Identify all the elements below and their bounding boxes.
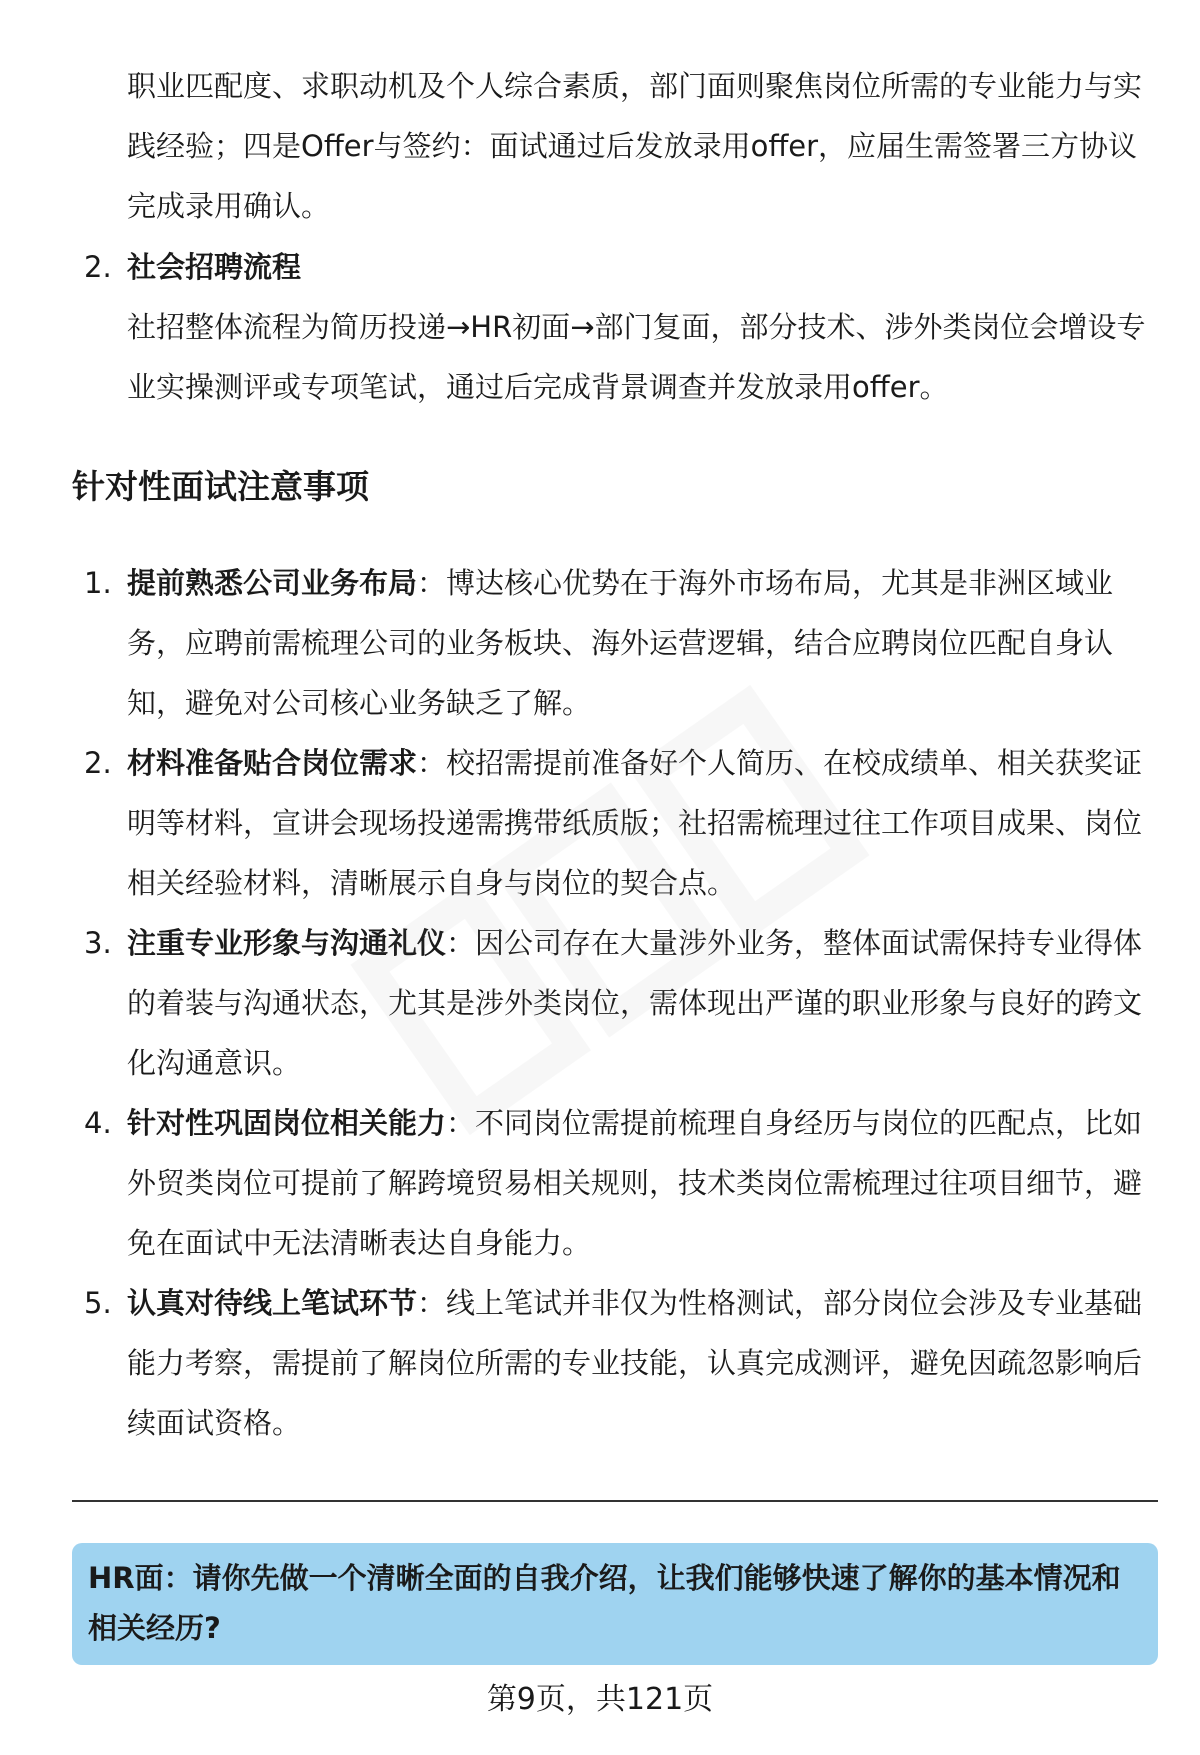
continuation-text: 职业匹配度、求职动机及个人综合素质，部门面则聚焦岗位所需的专业能力与实践经验；四是Offer与签约：面试通过后发放录用offer，应届生需签署三方协议完成录用确认。: [127, 69, 1143, 223]
list-item-body: ：因公司存在大量涉外业务，整体面试需保持专业得体的着装与沟通状态，尤其是涉外类岗位，需体现出严谨的职业形象与良好的跨文化沟通意识。: [127, 926, 1143, 1080]
hr-question-box: [72, 1543, 1158, 1665]
list-number: 4.: [84, 1106, 112, 1140]
list-item-body: ：博达核心优势在于海外市场布局，尤其是非洲区域业务，应聘前需梳理公司的业务板块、海外运营逻辑，结合应聘岗位匹配自身认知，避免对公司核心业务缺乏了解。: [127, 566, 1114, 720]
list-item: [72, 1273, 1162, 1453]
horizontal-divider: [72, 1500, 1158, 1502]
list-number: 3.: [84, 926, 112, 960]
list-item-body: ：校招需提前准备好个人简历、在校成绩单、相关获奖证明等材料，宣讲会现场投递需携带纸质版；社招需梳理过往工作项目成果、岗位相关经验材料，清晰展示自身与岗位的契合点。: [127, 746, 1143, 900]
list-item: [72, 1093, 1162, 1273]
list-item-title: 社会招聘流程: [127, 250, 302, 284]
list-number: 5.: [84, 1286, 112, 1320]
list-item: [72, 913, 1162, 1093]
page-number: 第9页，共121页: [486, 1682, 714, 1717]
list-number: 2.: [84, 746, 112, 780]
list-item-body: 社招整体流程为简历投递→HR初面→部门复面，部分技术、涉外类岗位会增设专业实操测评或专项笔试，通过后完成背景调查并发放录用offer。: [127, 310, 1146, 404]
process-item-2: [72, 237, 1162, 417]
list-item-title: 提前熟悉公司业务布局: [127, 566, 418, 600]
list-number: 1.: [84, 566, 112, 600]
list-item: [72, 733, 1162, 913]
section-heading: 针对性面试注意事项: [72, 467, 369, 506]
list-item-title: 注重专业形象与沟通礼仪: [127, 926, 447, 960]
list-item-title: 材料准备贴合岗位需求: [127, 746, 418, 780]
hr-question-text: HR面：请你先做一个清晰全面的自我介绍，让我们能够快速了解你的基本情况和相关经历?: [88, 1561, 1121, 1645]
list-item-title: 针对性巩固岗位相关能力: [127, 1106, 447, 1140]
list-item: [72, 553, 1162, 733]
list-item-body: ：线上笔试并非仅为性格测试，部分岗位会涉及专业基础能力考察，需提前了解岗位所需的专业技能，认真完成测评，避免因疏忽影响后续面试资格。: [127, 1286, 1143, 1440]
list-item-title: 认真对待线上笔试环节: [127, 1286, 418, 1320]
list-item-body: ：不同岗位需提前梳理自身经历与岗位的匹配点，比如外贸类岗位可提前了解跨境贸易相关规则，技术类岗位需梳理过往项目细节，避免在面试中无法清晰表达自身能力。: [127, 1106, 1143, 1260]
list-number: 2.: [84, 250, 112, 284]
process-item-1-continuation: [72, 56, 1162, 236]
tips-list: [72, 553, 1162, 1453]
